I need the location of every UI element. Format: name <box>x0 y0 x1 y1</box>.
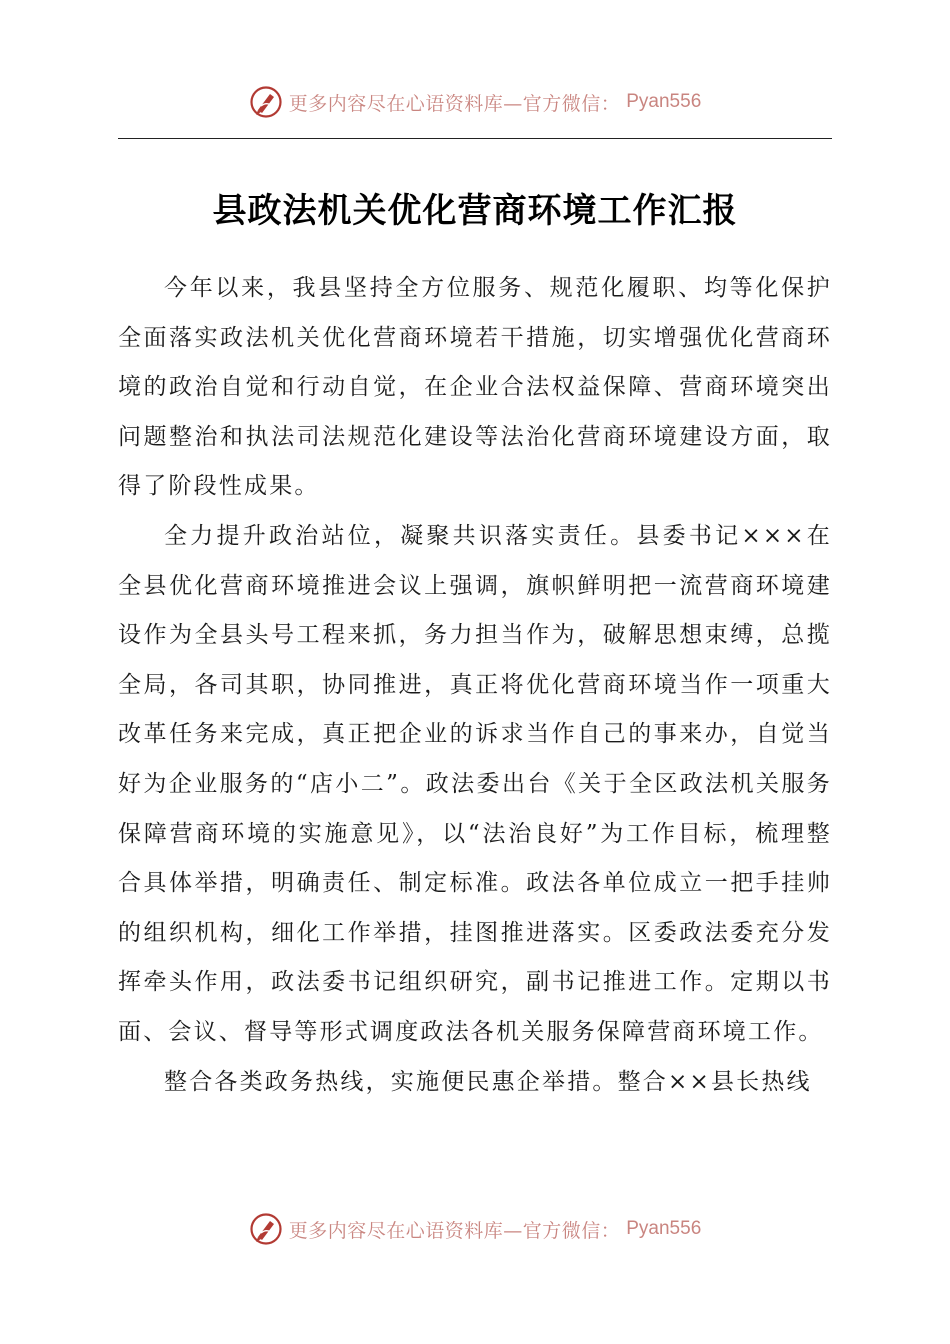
paragraph-3: 整合各类政务热线，实施便民惠企举措。整合××县长热线 <box>164 1068 812 1095</box>
document-body <box>118 264 832 1107</box>
watermark-text: 更多内容尽在心语资料库—官方微信： <box>288 92 621 115</box>
watermark-wechat-id: Pyan556 <box>626 1218 702 1239</box>
pen-logo-icon <box>249 85 283 119</box>
watermark-text: 更多内容尽在心语资料库—官方微信： <box>288 1219 621 1242</box>
header-divider <box>118 138 832 139</box>
paragraph-2: 全力提升政治站位，凝聚共识落实责任。县委书记×××在全县优化营商环境推进会议上强调，旗帜鲜明把一流营商环境建设作为全县头号工程来抓，务力担当作为，破解思想束缚，总揽全局，各司其职，协同推进，真正将优化营商环境当作一项重大改革任务来完成，真正把企业的诉求当作自己的事来办，自觉当好为企业服务的“店小二”。政法委出台《关于全区政法机关服务保障营商环境的实施意见》，以“法治良好”为工作目标，梳理整合具体举措，明确责任、制定标准。政法各单位成立一把手挂帅的组织机构，细化工作举措，挂图推进落实。区委政法委充分发挥牵头作用，政法委书记组织研究，副书记推进工作。定期以书面、会议、督导等形式调度政法各机关服务保障营商环境工作。 <box>118 522 832 1045</box>
header-watermark <box>0 82 950 122</box>
pen-logo-icon <box>249 1212 283 1246</box>
paragraph-1: 今年以来，我县坚持全方位服务、规范化履职、均等化保护全面落实政法机关优化营商环境若干措施，切实增强优化营商环境的政治自觉和行动自觉，在企业合法权益保障、营商环境突出问题整治和执法司法规范化建设等法治化营商环境建设方面，取得了阶段性成果。 <box>118 275 832 500</box>
footer-watermark <box>0 1209 950 1249</box>
watermark-wechat-id: Pyan556 <box>626 91 702 112</box>
document-title: 县政法机关优化营商环境工作汇报 <box>212 191 738 231</box>
